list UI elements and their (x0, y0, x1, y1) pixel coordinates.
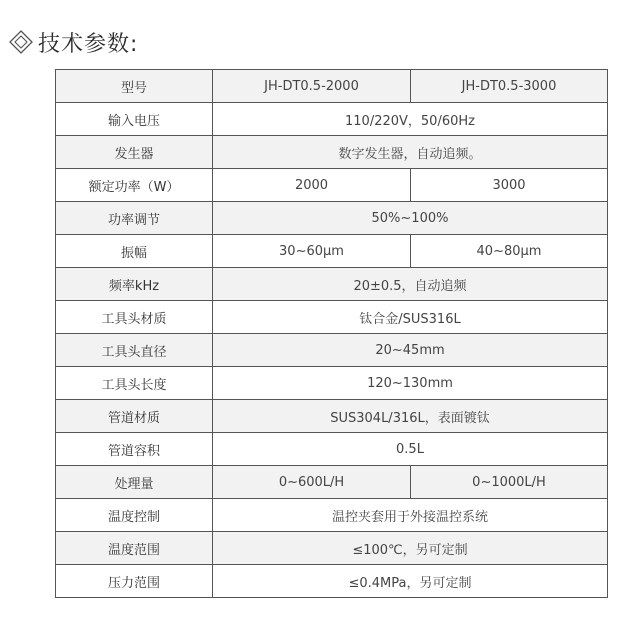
table-row (56, 532, 608, 565)
row-label: 温度范围 (56, 532, 213, 565)
row-label: 工具头长度 (56, 367, 213, 400)
row-label: 振幅 (56, 235, 213, 268)
table-row (56, 499, 608, 532)
row-label: 管道材质 (56, 400, 213, 433)
diamond-outline-icon (8, 29, 34, 55)
table-row (56, 301, 608, 334)
row-value: 110/220V，50/60Hz (213, 103, 608, 136)
row-value: JH-DT0.5-3000 (411, 70, 608, 103)
table-row (56, 202, 608, 235)
row-value: ≤100℃，另可定制 (213, 532, 608, 565)
table-row (56, 136, 608, 169)
row-label: 型号 (56, 70, 213, 103)
row-value: 钛合金/SUS316L (213, 301, 608, 334)
row-value: ≤0.4MPa，另可定制 (213, 565, 608, 598)
table-row (56, 268, 608, 301)
table-row (56, 235, 608, 268)
table-row (56, 433, 608, 466)
spec-table (55, 69, 608, 598)
row-label: 温度控制 (56, 499, 213, 532)
row-label: 工具头材质 (56, 301, 213, 334)
table-row (56, 334, 608, 367)
table-row (56, 367, 608, 400)
row-label: 功率调节 (56, 202, 213, 235)
row-value: 数字发生器，自动追频。 (213, 136, 608, 169)
section-heading (8, 26, 138, 58)
section-title: 技术参数: (38, 31, 139, 57)
row-value: 温控夹套用于外接温控系统 (213, 499, 608, 532)
row-value: JH-DT0.5-2000 (213, 70, 411, 103)
row-label: 处理量 (56, 466, 213, 499)
row-value: 0.5L (213, 433, 608, 466)
row-label: 发生器 (56, 136, 213, 169)
row-value: 50%~100% (213, 202, 608, 235)
row-value: 40~80μm (411, 235, 608, 268)
row-value: 120~130mm (213, 367, 608, 400)
row-value: 30~60μm (213, 235, 411, 268)
row-value: 20±0.5，自动追频 (213, 268, 608, 301)
row-label: 工具头直径 (56, 334, 213, 367)
row-value: 3000 (411, 169, 608, 202)
row-label: 管道容积 (56, 433, 213, 466)
table-row (56, 400, 608, 433)
row-label: 输入电压 (56, 103, 213, 136)
row-value: 20~45mm (213, 334, 608, 367)
row-value: 2000 (213, 169, 411, 202)
row-label: 频率kHz (56, 268, 213, 301)
table-row (56, 466, 608, 499)
table-row (56, 565, 608, 598)
table-row (56, 169, 608, 202)
row-label: 额定功率（W） (56, 169, 213, 202)
row-value: 0~1000L/H (411, 466, 608, 499)
row-label: 压力范围 (56, 565, 213, 598)
row-value: 0~600L/H (213, 466, 411, 499)
row-value: SUS304L/316L，表面镀钛 (213, 400, 608, 433)
table-row (56, 70, 608, 103)
table-row (56, 103, 608, 136)
